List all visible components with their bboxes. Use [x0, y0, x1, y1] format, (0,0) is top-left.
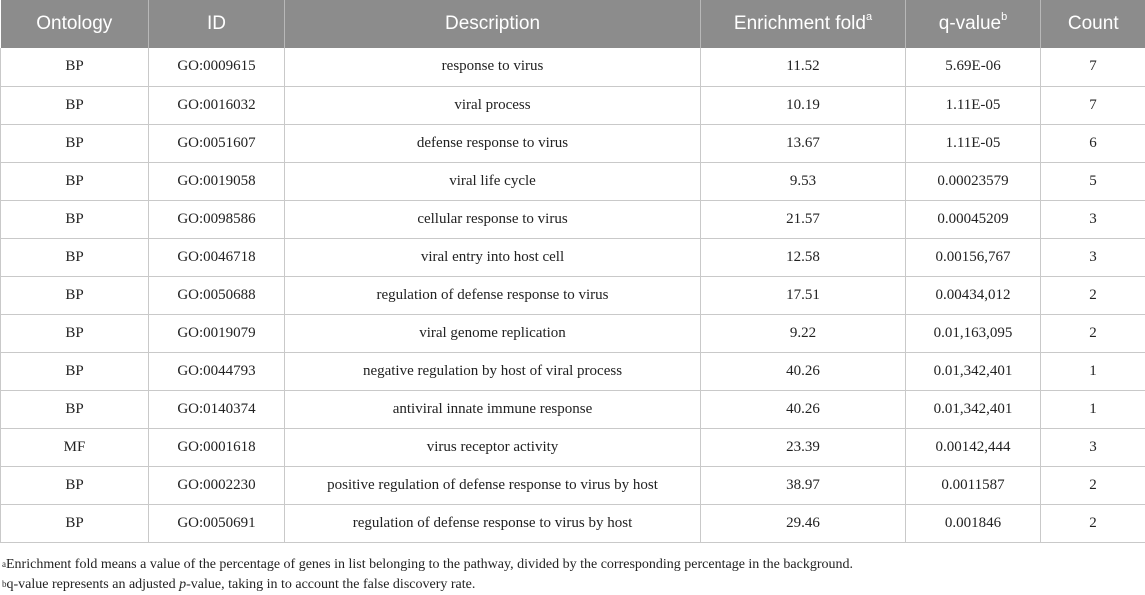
- cell-ontology: BP: [1, 390, 149, 428]
- footnotes: [2, 555, 853, 595]
- cell-count: 6: [1041, 124, 1145, 162]
- cell-description: antiviral innate immune response: [285, 390, 701, 428]
- header-description: Description: [285, 0, 701, 48]
- cell-count: 2: [1041, 314, 1145, 352]
- table-row: [1, 200, 1145, 238]
- header-ontology: Ontology: [1, 0, 149, 48]
- cell-enrichment-fold: 40.26: [701, 390, 906, 428]
- cell-ontology: MF: [1, 428, 149, 466]
- cell-q-value: 0.01,342,401: [906, 352, 1041, 390]
- cell-description: defense response to virus: [285, 124, 701, 162]
- footnote-a-marker: a: [2, 559, 6, 569]
- table-row: [1, 124, 1145, 162]
- cell-ontology: BP: [1, 200, 149, 238]
- header-q-value-label: q-value: [939, 13, 1001, 34]
- cell-q-value: 1.11E-05: [906, 86, 1041, 124]
- cell-enrichment-fold: 29.46: [701, 504, 906, 542]
- cell-description: viral process: [285, 86, 701, 124]
- cell-q-value: 5.69E-06: [906, 48, 1041, 86]
- cell-enrichment-fold: 10.19: [701, 86, 906, 124]
- footnote-a: [2, 555, 853, 575]
- cell-ontology: BP: [1, 48, 149, 86]
- cell-enrichment-fold: 11.52: [701, 48, 906, 86]
- cell-enrichment-fold: 23.39: [701, 428, 906, 466]
- cell-ontology: BP: [1, 124, 149, 162]
- cell-ontology: BP: [1, 162, 149, 200]
- footnote-marker-a: a: [866, 11, 872, 23]
- table-row: [1, 466, 1145, 504]
- cell-enrichment-fold: 40.26: [701, 352, 906, 390]
- cell-count: 3: [1041, 200, 1145, 238]
- cell-go-id: GO:0051607: [149, 124, 285, 162]
- header-id: ID: [149, 0, 285, 48]
- cell-count: 2: [1041, 466, 1145, 504]
- cell-go-id: GO:0009615: [149, 48, 285, 86]
- table-row: [1, 48, 1145, 86]
- cell-go-id: GO:0016032: [149, 86, 285, 124]
- header-count: Count: [1041, 0, 1145, 48]
- footnote-marker-b: b: [1001, 11, 1007, 23]
- header-enrichment-label: Enrichment fold: [734, 13, 866, 34]
- table-row: [1, 238, 1145, 276]
- cell-go-id: GO:0046718: [149, 238, 285, 276]
- cell-description: viral genome replication: [285, 314, 701, 352]
- cell-go-id: GO:0019079: [149, 314, 285, 352]
- cell-ontology: BP: [1, 238, 149, 276]
- cell-q-value: 0.01,342,401: [906, 390, 1041, 428]
- table-row: [1, 504, 1145, 542]
- cell-enrichment-fold: 21.57: [701, 200, 906, 238]
- cell-enrichment-fold: 38.97: [701, 466, 906, 504]
- table-row: [1, 314, 1145, 352]
- table-row: [1, 162, 1145, 200]
- header-row: [1, 0, 1145, 48]
- cell-q-value: 0.00434,012: [906, 276, 1041, 314]
- cell-q-value: 0.001846: [906, 504, 1041, 542]
- table-row: [1, 428, 1145, 466]
- cell-go-id: GO:0001618: [149, 428, 285, 466]
- cell-enrichment-fold: 13.67: [701, 124, 906, 162]
- cell-go-id: GO:0098586: [149, 200, 285, 238]
- cell-go-id: GO:0002230: [149, 466, 285, 504]
- cell-enrichment-fold: 9.53: [701, 162, 906, 200]
- cell-q-value: 0.00156,767: [906, 238, 1041, 276]
- cell-description: virus receptor activity: [285, 428, 701, 466]
- header-enrichment-fold: [701, 0, 906, 48]
- table-body: [1, 48, 1145, 542]
- cell-go-id: GO:0140374: [149, 390, 285, 428]
- cell-count: 2: [1041, 276, 1145, 314]
- cell-ontology: BP: [1, 276, 149, 314]
- cell-go-id: GO:0019058: [149, 162, 285, 200]
- cell-ontology: BP: [1, 314, 149, 352]
- cell-description: cellular response to virus: [285, 200, 701, 238]
- cell-description: viral life cycle: [285, 162, 701, 200]
- cell-enrichment-fold: 9.22: [701, 314, 906, 352]
- cell-description: regulation of defense response to virus by host: [285, 504, 701, 542]
- cell-enrichment-fold: 17.51: [701, 276, 906, 314]
- cell-go-id: GO:0050691: [149, 504, 285, 542]
- cell-count: 7: [1041, 86, 1145, 124]
- cell-q-value: 0.00023579: [906, 162, 1041, 200]
- cell-count: 1: [1041, 390, 1145, 428]
- cell-go-id: GO:0044793: [149, 352, 285, 390]
- cell-description: negative regulation by host of viral process: [285, 352, 701, 390]
- cell-ontology: BP: [1, 86, 149, 124]
- cell-description: viral entry into host cell: [285, 238, 701, 276]
- cell-count: 7: [1041, 48, 1145, 86]
- cell-ontology: BP: [1, 466, 149, 504]
- footnote-a-text: Enrichment fold means a value of the percentage of genes in list belonging to the pathway, divided by the corresponding percentage in the background.: [6, 557, 853, 572]
- cell-enrichment-fold: 12.58: [701, 238, 906, 276]
- table-row: [1, 86, 1145, 124]
- cell-description: response to virus: [285, 48, 701, 86]
- footnote-b: [2, 575, 853, 595]
- cell-count: 3: [1041, 238, 1145, 276]
- cell-description: regulation of defense response to virus: [285, 276, 701, 314]
- header-q-value: [906, 0, 1041, 48]
- cell-q-value: 1.11E-05: [906, 124, 1041, 162]
- cell-count: 5: [1041, 162, 1145, 200]
- cell-count: 3: [1041, 428, 1145, 466]
- cell-ontology: BP: [1, 504, 149, 542]
- cell-q-value: 0.01,163,095: [906, 314, 1041, 352]
- cell-go-id: GO:0050688: [149, 276, 285, 314]
- footnote-b-p-italic: p: [179, 577, 186, 592]
- cell-count: 1: [1041, 352, 1145, 390]
- cell-description: positive regulation of defense response to virus by host: [285, 466, 701, 504]
- footnote-b-marker: b: [2, 579, 7, 589]
- cell-q-value: 0.0011587: [906, 466, 1041, 504]
- cell-q-value: 0.00142,444: [906, 428, 1041, 466]
- cell-ontology: BP: [1, 352, 149, 390]
- footnote-b-text-start: q-value represents an adjusted: [7, 577, 180, 592]
- table-row: [1, 352, 1145, 390]
- cell-count: 2: [1041, 504, 1145, 542]
- table-row: [1, 390, 1145, 428]
- table-row: [1, 276, 1145, 314]
- cell-q-value: 0.00045209: [906, 200, 1041, 238]
- footnote-b-text-end: -value, taking in to account the false discovery rate.: [186, 577, 475, 592]
